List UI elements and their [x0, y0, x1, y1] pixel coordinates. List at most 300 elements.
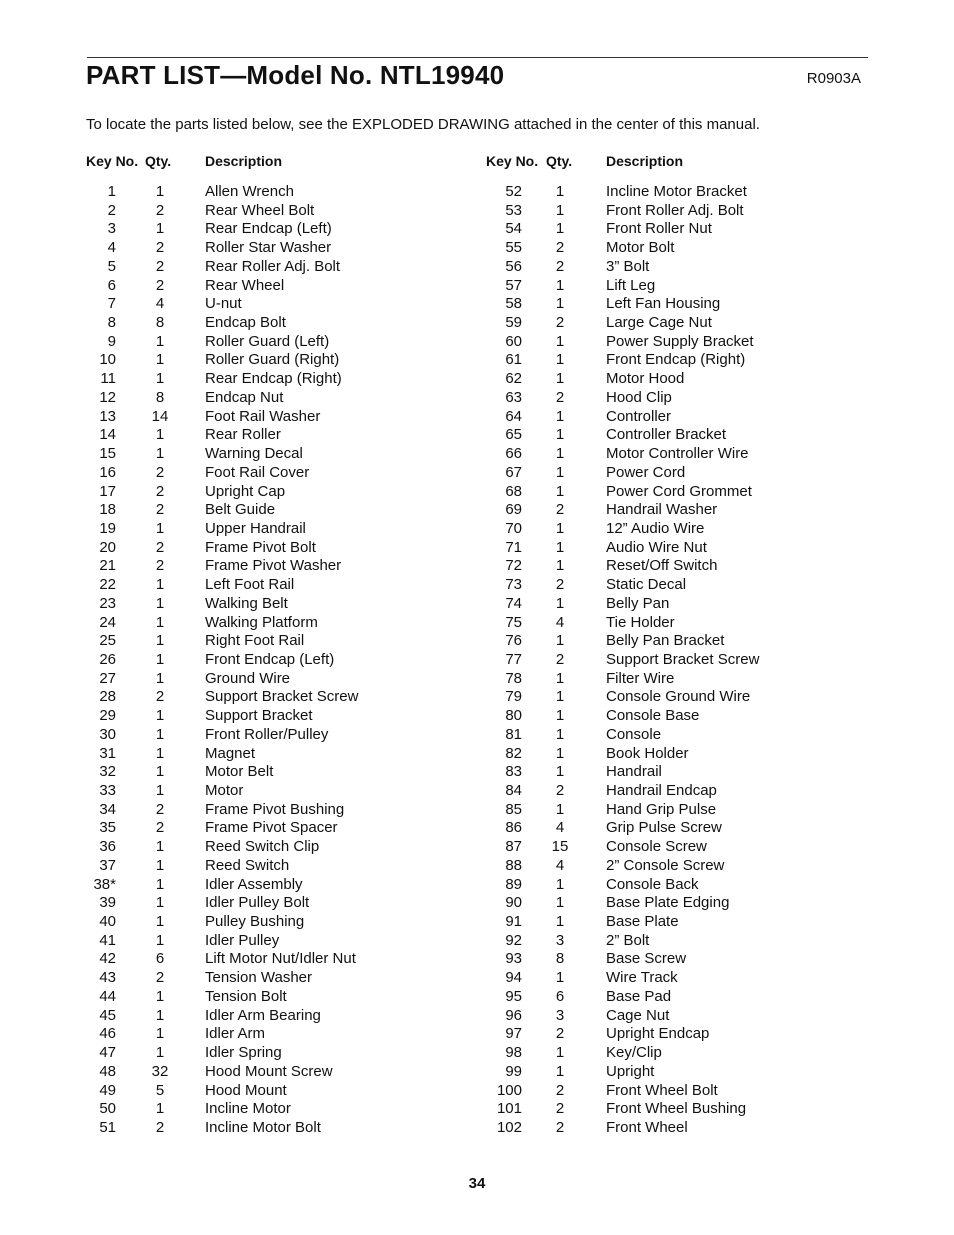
- document-code: R0903A: [806, 70, 861, 87]
- part-quantity: 6: [155, 950, 165, 968]
- part-key-number: 6: [107, 276, 116, 294]
- part-description: Upper Handrail: [205, 519, 306, 537]
- part-key-number: 11: [100, 370, 116, 388]
- part-quantity: 1: [555, 519, 565, 537]
- part-description: Handrail: [606, 763, 662, 781]
- part-key-number: 22: [99, 576, 116, 594]
- part-key-number: 64: [505, 407, 522, 425]
- part-description: Endcap Nut: [205, 388, 284, 406]
- part-quantity: 8: [555, 950, 565, 968]
- part-key-number: 98: [505, 1044, 522, 1062]
- part-description: Base Plate: [606, 913, 679, 931]
- part-quantity: 1: [155, 782, 165, 799]
- part-key-number: 27: [99, 669, 116, 687]
- part-description: Front Wheel Bushing: [606, 1100, 747, 1118]
- part-description: Walking Platform: [205, 613, 318, 631]
- part-description: Large Cage Nut: [606, 314, 712, 332]
- part-quantity: 2: [155, 201, 165, 219]
- part-key-number: 67: [505, 463, 522, 481]
- part-quantity: 1: [155, 445, 165, 463]
- part-description: Frame Pivot Bolt: [205, 538, 316, 556]
- part-description: Warning Decal: [205, 445, 303, 463]
- part-quantity: 2: [155, 557, 165, 575]
- part-quantity: 2: [555, 1025, 565, 1043]
- part-description: Frame Pivot Bushing: [205, 800, 345, 818]
- part-description: Incline Motor: [205, 1100, 291, 1118]
- part-quantity: 1: [555, 220, 565, 238]
- part-quantity: 1: [155, 894, 165, 912]
- part-key-number: 65: [505, 426, 522, 444]
- part-quantity: 1: [155, 332, 165, 350]
- part-quantity: 1: [155, 856, 165, 874]
- part-key-number: 9: [107, 332, 116, 350]
- part-key-number: 89: [505, 875, 522, 893]
- part-key-number: 1: [107, 183, 116, 200]
- part-quantity: 1: [555, 744, 565, 762]
- part-quantity: 1: [555, 800, 565, 818]
- part-key-number: 57: [505, 276, 522, 294]
- part-key-number: 86: [505, 819, 522, 837]
- part-quantity: 1: [155, 707, 165, 725]
- part-quantity: 2: [555, 1100, 565, 1118]
- intro-text: To locate the parts listed below, see the EXPLODED DRAWING attached in the center of this manual.: [86, 116, 760, 133]
- part-quantity: 1: [555, 370, 565, 388]
- part-description: Front Endcap (Right): [606, 351, 746, 369]
- part-description: Upright Cap: [205, 482, 286, 500]
- part-description: Console Back: [606, 875, 699, 893]
- part-key-number: 70: [505, 519, 522, 537]
- part-description: U-nut: [205, 295, 242, 313]
- part-key-number: 5: [107, 257, 116, 275]
- part-description: Foot Rail Cover: [205, 463, 310, 481]
- part-key-number: 95: [505, 987, 522, 1005]
- part-quantity: 1: [155, 183, 165, 200]
- part-description: Motor Belt: [205, 763, 274, 781]
- part-quantity: 1: [555, 894, 565, 912]
- part-description: Handrail Washer: [606, 501, 718, 519]
- part-description: Key/Clip: [606, 1044, 662, 1062]
- part-description: Front Roller Adj. Bolt: [606, 201, 744, 219]
- part-description: Front Wheel: [606, 1118, 688, 1136]
- part-quantity: 2: [555, 257, 565, 275]
- part-key-number: 49: [99, 1081, 116, 1099]
- part-key-number: 60: [505, 332, 522, 350]
- header-rule: [87, 57, 868, 58]
- part-description: Hood Clip: [606, 388, 672, 406]
- part-key-number: 20: [99, 538, 116, 556]
- part-key-number: 69: [505, 501, 522, 519]
- part-key-number: 62: [505, 370, 522, 388]
- part-key-number: 32: [99, 763, 116, 781]
- part-description: Book Holder: [606, 744, 689, 762]
- part-quantity: 1: [555, 557, 565, 575]
- part-description: Front Roller/Pulley: [205, 725, 329, 743]
- part-key-number: 72: [505, 557, 522, 575]
- part-quantity: 2: [155, 501, 165, 519]
- part-description: Tension Bolt: [205, 987, 287, 1005]
- part-quantity: 1: [555, 969, 565, 987]
- part-description: Roller Guard (Right): [205, 351, 340, 369]
- part-key-number: 94: [505, 969, 522, 987]
- part-key-number: 91: [505, 913, 522, 931]
- part-description: 3” Bolt: [606, 257, 650, 275]
- part-key-number: 83: [505, 763, 522, 781]
- part-quantity: 2: [555, 782, 565, 799]
- part-description: Front Wheel Bolt: [606, 1081, 718, 1099]
- part-key-number: 42: [99, 950, 116, 968]
- part-description: Power Cord: [606, 463, 686, 481]
- part-description: Endcap Bolt: [205, 314, 286, 332]
- part-key-number: 101: [496, 1100, 522, 1118]
- left-header-key: Key No.: [86, 153, 139, 169]
- part-quantity: 1: [155, 220, 165, 238]
- part-key-number: 73: [505, 576, 522, 594]
- part-quantity: 1: [555, 351, 565, 369]
- part-key-number: 7: [107, 295, 116, 313]
- part-key-number: 68: [505, 482, 522, 500]
- part-description: Support Bracket: [205, 707, 313, 725]
- left-header-description: Description: [205, 153, 283, 169]
- part-quantity: 1: [555, 445, 565, 463]
- part-key-number: 39: [99, 894, 116, 912]
- part-description: Static Decal: [606, 576, 687, 594]
- part-quantity: 2: [555, 501, 565, 519]
- part-description: Belly Pan Bracket: [606, 632, 725, 650]
- part-description: Magnet: [205, 744, 256, 762]
- part-key-number: 52: [505, 183, 522, 200]
- part-quantity: 1: [155, 594, 165, 612]
- part-quantity: 1: [555, 407, 565, 425]
- part-quantity: 2: [155, 800, 165, 818]
- part-description: Tie Holder: [606, 613, 675, 631]
- part-quantity: 2: [555, 1081, 565, 1099]
- part-key-number: 12: [99, 388, 116, 406]
- part-quantity: 1: [555, 1044, 565, 1062]
- part-key-number: 26: [99, 650, 116, 668]
- part-quantity: 1: [155, 519, 165, 537]
- part-quantity: 1: [155, 426, 165, 444]
- part-quantity: 1: [155, 931, 165, 949]
- part-key-number: 81: [505, 725, 522, 743]
- part-description: Lift Leg: [606, 276, 656, 294]
- part-description: Right Foot Rail: [205, 632, 305, 650]
- part-description: Left Foot Rail: [205, 576, 295, 594]
- part-quantity: 1: [155, 370, 165, 388]
- part-description: Ground Wire: [205, 669, 291, 687]
- part-key-number: 63: [505, 388, 522, 406]
- part-description: Wire Track: [606, 969, 678, 987]
- part-description: Lift Motor Nut/Idler Nut: [205, 950, 356, 968]
- part-key-number: 16: [99, 463, 116, 481]
- part-key-number: 41: [99, 931, 116, 949]
- part-key-number: 30: [99, 725, 116, 743]
- part-key-number: 84: [505, 782, 522, 799]
- part-quantity: 1: [555, 669, 565, 687]
- part-key-number: 61: [505, 351, 522, 369]
- part-description: Front Endcap (Left): [205, 650, 335, 668]
- part-description: Walking Belt: [205, 594, 288, 612]
- part-key-number: 14: [99, 426, 116, 444]
- part-description: Foot Rail Washer: [205, 407, 321, 425]
- part-key-number: 75: [505, 613, 522, 631]
- part-key-number: 99: [505, 1062, 522, 1080]
- part-description: 12” Audio Wire: [606, 519, 705, 537]
- part-description: Rear Endcap (Left): [205, 220, 332, 238]
- part-description: Idler Arm: [205, 1025, 266, 1043]
- part-quantity: 5: [155, 1081, 165, 1099]
- part-key-number: 66: [505, 445, 522, 463]
- part-quantity: 2: [155, 688, 165, 706]
- part-key-number: 15: [99, 445, 116, 463]
- part-quantity: 1: [555, 688, 565, 706]
- page-title: PART LIST—Model No. NTL19940: [86, 60, 505, 90]
- part-quantity: 1: [155, 1044, 165, 1062]
- part-quantity: 2: [155, 538, 165, 556]
- part-description: Frame Pivot Spacer: [205, 819, 338, 837]
- part-quantity: 2: [555, 239, 565, 257]
- part-description: Frame Pivot Washer: [205, 557, 342, 575]
- part-key-number: 48: [99, 1062, 116, 1080]
- part-key-number: 3: [107, 220, 116, 238]
- part-description: Console: [606, 725, 662, 743]
- part-key-number: 76: [505, 632, 522, 650]
- part-description: Support Bracket Screw: [606, 650, 760, 668]
- part-quantity: 1: [155, 763, 165, 781]
- part-description: Grip Pulse Screw: [606, 819, 722, 837]
- part-quantity: 2: [155, 819, 165, 837]
- part-key-number: 56: [505, 257, 522, 275]
- part-key-number: 71: [505, 538, 522, 556]
- part-description: Roller Guard (Left): [205, 332, 330, 350]
- part-quantity: 1: [555, 183, 565, 200]
- part-description: Controller: [606, 407, 672, 425]
- part-description: Hood Mount: [205, 1081, 287, 1099]
- part-key-number: 10: [99, 351, 116, 369]
- part-description: Reed Switch: [205, 856, 290, 874]
- part-quantity: 4: [555, 856, 565, 874]
- part-key-number: 97: [505, 1025, 522, 1043]
- right-header-key: Key No.: [486, 153, 539, 169]
- part-key-number: 58: [505, 295, 522, 313]
- part-description: Console Screw: [606, 838, 707, 856]
- part-quantity: 1: [155, 838, 165, 856]
- part-description: Power Supply Bracket: [606, 332, 754, 350]
- part-key-number: 79: [505, 688, 522, 706]
- part-quantity: 2: [155, 1118, 165, 1136]
- part-quantity: 2: [155, 239, 165, 257]
- part-quantity: 14: [151, 407, 169, 425]
- part-description: Console Ground Wire: [606, 688, 751, 706]
- part-quantity: 1: [155, 632, 165, 650]
- part-key-number: 38*: [93, 875, 116, 893]
- part-description: Belly Pan: [606, 594, 670, 612]
- part-description: Power Cord Grommet: [606, 482, 752, 500]
- part-quantity: 1: [555, 463, 565, 481]
- part-key-number: 37: [99, 856, 116, 874]
- part-quantity: 1: [555, 594, 565, 612]
- part-description: Idler Pulley: [205, 931, 280, 949]
- part-quantity: 1: [555, 538, 565, 556]
- part-quantity: 1: [155, 1025, 165, 1043]
- part-key-number: 96: [505, 1006, 522, 1024]
- part-quantity: 4: [555, 819, 565, 837]
- part-key-number: 8: [107, 314, 116, 332]
- part-quantity: 1: [555, 707, 565, 725]
- part-key-number: 40: [99, 913, 116, 931]
- part-key-number: 35: [99, 819, 116, 837]
- part-quantity: 3: [555, 1006, 565, 1024]
- part-description: Idler Spring: [205, 1044, 282, 1062]
- part-quantity: 15: [551, 838, 569, 856]
- part-quantity: 2: [155, 463, 165, 481]
- part-description: Hand Grip Pulse: [606, 800, 717, 818]
- part-description: Base Screw: [606, 950, 687, 968]
- part-key-number: 50: [99, 1100, 116, 1118]
- part-description: Idler Pulley Bolt: [205, 894, 310, 912]
- part-key-number: 29: [99, 707, 116, 725]
- right-header-qty: Qty.: [546, 153, 573, 169]
- part-quantity: 1: [155, 351, 165, 369]
- part-quantity: 2: [155, 969, 165, 987]
- part-key-number: 46: [99, 1025, 116, 1043]
- part-quantity: 1: [555, 875, 565, 893]
- part-description: Roller Star Washer: [205, 239, 332, 257]
- part-quantity: 1: [155, 913, 165, 931]
- part-key-number: 24: [99, 613, 116, 631]
- part-quantity: 4: [555, 613, 565, 631]
- part-key-number: 21: [99, 557, 116, 575]
- part-description: Motor Controller Wire: [606, 445, 749, 463]
- part-description: Motor: [205, 782, 244, 799]
- part-description: Rear Endcap (Right): [205, 370, 342, 388]
- part-quantity: 2: [555, 314, 565, 332]
- part-quantity: 2: [155, 257, 165, 275]
- part-quantity: 1: [555, 725, 565, 743]
- part-description: Base Plate Edging: [606, 894, 730, 912]
- part-key-number: 54: [505, 220, 522, 238]
- part-key-number: 90: [505, 894, 522, 912]
- part-description: Incline Motor Bracket: [606, 183, 747, 200]
- part-key-number: 88: [505, 856, 522, 874]
- part-description: Left Fan Housing: [606, 295, 721, 313]
- part-description: Rear Wheel: [205, 276, 285, 294]
- part-quantity: 2: [155, 482, 165, 500]
- part-description: Filter Wire: [606, 669, 675, 687]
- part-quantity: 3: [555, 931, 565, 949]
- part-description: Controller Bracket: [606, 426, 727, 444]
- part-quantity: 2: [555, 1118, 565, 1136]
- part-key-number: 77: [505, 650, 522, 668]
- part-description: Audio Wire Nut: [606, 538, 707, 556]
- part-quantity: 2: [555, 576, 565, 594]
- part-key-number: 17: [99, 482, 116, 500]
- part-key-number: 82: [505, 744, 522, 762]
- part-key-number: 102: [496, 1118, 522, 1136]
- part-description: Pulley Bushing: [205, 913, 305, 931]
- part-description: Rear Roller Adj. Bolt: [205, 257, 341, 275]
- part-quantity: 1: [155, 744, 165, 762]
- part-quantity: 1: [555, 763, 565, 781]
- part-quantity: 1: [555, 913, 565, 931]
- part-description: Handrail Endcap: [606, 782, 717, 799]
- part-description: Tension Washer: [205, 969, 312, 987]
- part-description: 2” Bolt: [606, 931, 650, 949]
- part-description: Upright Endcap: [606, 1025, 710, 1043]
- part-quantity: 1: [155, 1100, 165, 1118]
- part-description: Motor Hood: [606, 370, 685, 388]
- part-quantity: 8: [155, 314, 165, 332]
- part-quantity: 8: [155, 388, 165, 406]
- left-header-qty: Qty.: [145, 153, 172, 169]
- part-description: Base Pad: [606, 987, 672, 1005]
- part-key-number: 100: [496, 1081, 522, 1099]
- part-quantity: 32: [151, 1062, 169, 1080]
- part-key-number: 47: [99, 1044, 116, 1062]
- part-quantity: 1: [555, 632, 565, 650]
- part-key-number: 2: [107, 201, 116, 219]
- part-quantity: 1: [155, 669, 165, 687]
- part-quantity: 1: [555, 1062, 565, 1080]
- part-quantity: 1: [155, 875, 165, 893]
- part-description: Cage Nut: [606, 1006, 670, 1024]
- part-quantity: 2: [555, 388, 565, 406]
- part-key-number: 51: [99, 1118, 116, 1136]
- part-key-number: 53: [505, 201, 522, 219]
- right-header-description: Description: [606, 153, 684, 169]
- part-description: Front Roller Nut: [606, 220, 712, 238]
- part-description: Reed Switch Clip: [205, 838, 320, 856]
- part-description: Allen Wrench: [205, 183, 294, 200]
- part-description: Console Base: [606, 707, 700, 725]
- part-description: Idler Arm Bearing: [205, 1006, 321, 1024]
- part-key-number: 80: [505, 707, 522, 725]
- part-description: Idler Assembly: [205, 875, 303, 893]
- part-key-number: 43: [99, 969, 116, 987]
- part-key-number: 55: [505, 239, 522, 257]
- part-description: Rear Wheel Bolt: [205, 201, 315, 219]
- part-quantity: 1: [555, 201, 565, 219]
- part-key-number: 18: [99, 501, 116, 519]
- part-key-number: 34: [99, 800, 116, 818]
- part-key-number: 87: [505, 838, 522, 856]
- part-quantity: 1: [555, 482, 565, 500]
- part-quantity: 2: [555, 650, 565, 668]
- part-key-number: 59: [505, 314, 522, 332]
- part-quantity: 1: [155, 650, 165, 668]
- part-description: Motor Bolt: [606, 239, 675, 257]
- part-key-number: 19: [99, 519, 116, 537]
- part-key-number: 28: [99, 688, 116, 706]
- part-quantity: 1: [155, 725, 165, 743]
- part-key-number: 93: [505, 950, 522, 968]
- part-key-number: 85: [505, 800, 522, 818]
- part-quantity: 1: [155, 987, 165, 1005]
- part-key-number: 44: [99, 987, 116, 1005]
- part-quantity: 1: [155, 576, 165, 594]
- part-description: Hood Mount Screw: [205, 1062, 333, 1080]
- part-key-number: 36: [99, 838, 116, 856]
- part-key-number: 4: [107, 239, 116, 257]
- part-key-number: 74: [505, 594, 522, 612]
- part-quantity: 1: [555, 295, 565, 313]
- part-description: Belt Guide: [205, 501, 276, 519]
- part-key-number: 13: [99, 407, 116, 425]
- part-quantity: 4: [155, 295, 165, 313]
- part-description: Reset/Off Switch: [606, 557, 718, 575]
- page-number: 34: [468, 1175, 486, 1192]
- part-key-number: 78: [505, 669, 522, 687]
- part-key-number: 92: [505, 931, 522, 949]
